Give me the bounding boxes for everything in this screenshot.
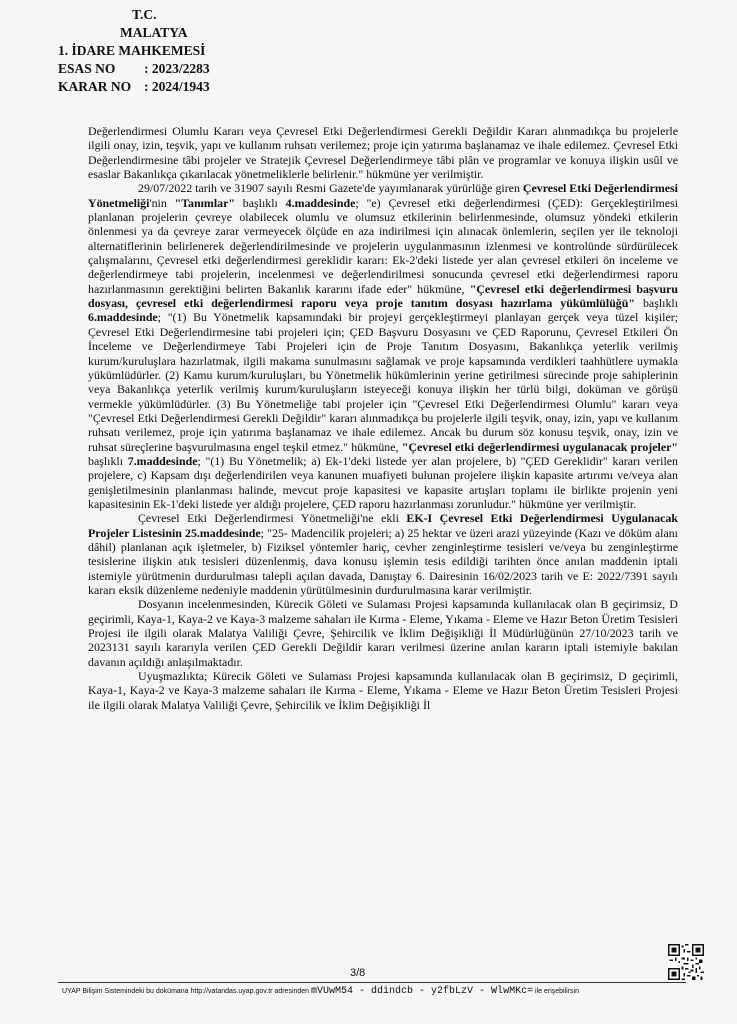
p2-bold-3: 4.maddesinde [285, 195, 356, 210]
footer-text: UYAP Bilişim Sistemindeki bu dokümana http://vatandas.uyap.gov.tr adresinden [62, 988, 310, 995]
document-header [58, 6, 258, 96]
document-body [88, 124, 678, 712]
page-number: 3/8 [350, 967, 366, 979]
footer-suffix: ile erişebilirsin [535, 988, 579, 995]
p2-bold-7: 7.maddesinde [127, 453, 198, 468]
p3-text-c: ; "25- Madencilik projeleri; a) 25 hektar ve üzeri arazi yüzeyinde (Kazı ve döküm alanı dâhil) planlanan açık işletmeler, b) Fiziksel yöntemler hariç, cevher zenginleştirme tesisleri ve/veya bu zenginleştirme tesislerine ilişkin atık tesisleri düzenlenmiş, dava konusu işlemin tesis edildiği tarihten önce anılan maddenin iptali istemiyle yürütmenin durdurulması talepli açılan davada, Danıştay 6. Dairesinin 16/02/2023 tarih ve E: 2022/7391 sayılı kararı eksik düzenleme nedeniyle maddenin yürütülmesinin durdurulmasına karar verilmiştir. [88, 525, 678, 597]
p3-bold-1: EK-I Çevresel Etki Değerlendirmesi Uygulanacak Projeler Listesinin 25.maddesinde [88, 511, 678, 540]
p2-bold-5: 6.maddesinde [88, 310, 158, 325]
country-label: T.C. [132, 7, 157, 22]
paragraph-2 [88, 181, 678, 511]
paragraph-4: Dosyanın incelenmesinden, Kürecik Göleti ve Sulaması Projesi kapsamında kullanılacak olan B geçirimsiz, D geçirimli, Kaya-1, Kaya-2 ve Kaya-3 malzeme sahaları ile Kırma - Eleme, Yıkama - Eleme ve Hazır Beton Üretim Tesisleri Projesi ile ilgili olarak Malatya Valiliği Çevre, Şehircilik ve İklim Değişikliği İl Müdürlüğünün 27/10/2023 tarih ve 2023131 sayılı kararıyla verilen ÇED Gerekli Değildir kararı verilmesi üzerine anılan kararın iptali istemiyle bakılan davanın açıldığı anlaşılmaktadır. [88, 597, 678, 669]
page-footer [0, 962, 737, 1002]
p2-text-g: ; "(1) Bu Yönetmelik kapsamındaki bir projeyi gerçekleştirmeyi planlayan gerçek veya tüzel kişiler; Çevresel Etki Değerlendirmesine tabi projeleri için; ÇED Başvuru Dosyasını ve ÇED Raporunu, Çevresel Etkileri Ön İnceleme ve Değerlendirmeye Tabi Projeleri için de Proje Tanıtım Dosyasını, Bakanlıkça yeterlik verilmiş kurum/kuruluşlara hazırlatmak, ilgili makama sunulmasını sağlamak ve proje kapsamında verdikleri taahhütlere uymakla yükümlüdürler. (2) Kamu kurum/kuruluşları, bu Yönetmelik hükümlerinin yerine getirilmesi sürecinde proje sahiplerinin veya Bakanlıkça yeterlik verilmiş kurum/kuruluşların isteyeceği konuya ilişkin her türlü bilgi, doküman ve görüşü vermekle yükümlüdürler. (3) Bu Yönetmeliğe tabi projeler için "Çevresel Etki Değerlendirmesi Olumlu" kararı veya "Çevresel Etki Değerlendirmesi Gerekli Değildir" kararı alınmadıkça bu projelerle ilgili teşvik, onay, izin, yapı ve kullanım ruhsatı verilemez, proje için yatırıma başlanamaz ve ihale edilemez. Ancak bu durum söz konusu teşvik, onay, izin ve ruhsat süreçlerine başvurulmasına engel teşkil etmez." hükmüne, [88, 310, 678, 454]
document-code: mVUwM54 - ddindcb - y2fbLzV - WlwMKc= [311, 986, 534, 997]
footer-divider [58, 982, 686, 983]
qr-code-icon [668, 944, 704, 980]
p2-bold-4: "Çevresel etki değerlendirmesi başvuru dosyası, çevresel etki değerlendirmesi raporu veya proje tanıtım dosyası hazırlama yükümlülüğü" [88, 281, 678, 311]
paragraph-1: Değerlendirmesi Olumlu Kararı veya Çevresel Etki Değerlendirmesi Gerekli Değildir Kararı alınmadıkça bu projelerle ilgili onay, izin, teşvik, yapı ve kullanım ruhsatı verilemez; proje için yatırıma başlanamaz ve ihale edilemez. Çevresel Etki Değerlendirmesine tâbi projeler ve Stratejik Çevresel Değerlendirmeye tâbi plân ve programlar ve konuya ilişkin usûl ve esaslar Bakanlıkça çıkarılacak yönetmeliklerle belirlenir." hükmüne yer verilmiştir. [88, 124, 678, 182]
p2-bold-1: Çevresel Etki Değerlendirmesi Yönetmeliği [88, 181, 678, 210]
esas-row [58, 60, 258, 78]
p2-text-d: başlıklı [234, 195, 286, 210]
p2-bold-2: "Tanımlar" [174, 195, 235, 210]
footer-note [62, 986, 579, 997]
paragraph-3 [88, 511, 678, 597]
p2-text-f: başlıklı [634, 296, 678, 311]
p2-text-c: 'nin [149, 195, 175, 210]
p2-bold-6: "Çevresel etki değerlendirmesi uygulanacak projeler" [401, 439, 678, 454]
city-label: MALATYA [120, 25, 188, 40]
esas-value: : 2023/2283 [144, 61, 210, 76]
karar-row [58, 78, 258, 96]
p2-text-h: başlıklı [88, 453, 128, 468]
karar-value: : 2024/1943 [144, 79, 210, 94]
esas-label: ESAS NO [58, 61, 116, 76]
paragraph-5: Uyuşmazlıkta; Kürecik Göleti ve Sulaması Projesi kapsamında kullanılacak olan B geçirimsiz, D geçirimli, Kaya-1, Kaya-2 ve Kaya-3 malzeme sahaları ile Kırma - Eleme, Yıkama - Eleme ve Hazır Beton Üretim Tesisleri Projesi ile ilgili olarak Malatya Valiliği Çevre, Şehircilik ve İklim Değişikliği İl [88, 669, 678, 712]
karar-label: KARAR NO [58, 79, 132, 94]
p2-text-i: ; "(1) Bu Yönetmelik; a) Ek-1'deki listede yer alan projelere, b) "ÇED Gereklidir" kararı verilen projelere, c) Kapsam dışı değerlendirilen veya kanunen muafiyeti bulunan projelere ilişkin kapasite artırımı ve/veya alan genişletilmesinin planlanması halinde, mevcut proje kapasitesi ve kapasite artışları toplamı ile birlikte projenin yeni kapasitesinin Ek-1'deki listede yer aldığı projelere, ÇED raporu hazırlanması zorunludur." hükmüne yer verilmiştir. [88, 453, 678, 511]
p3-text-a: Çevresel Etki Değerlendirmesi Yönetmeliği'ne ekli [138, 511, 407, 526]
p2-text-e: ; "e) Çevresel etki değerlendirmesi (ÇED): Gerçekleştirilmesi planlanan projelerin çevreye olabilecek olumlu ve olumsuz etkilerinin belirlenmesinde, olumsuz yöndeki etkilerin önlenmesi ya da çevreye zarar vermeyecek ölçüde en aza indirilmesi için alınacak önlemlerin, seçilen yer ile teknoloji alternatiflerinin belirlenerek değerlendirilmesinde ve projelerin uygulanmasının izlenmesi ve kontrolünde sürdürülecek çalışmalarını, Çevresel etki değerlendirmesi gereklidir kararı: Ek-2'deki listede yer alan çevresel etkileri ön inceleme ve değerlendirmeye tabi projelerin, incelenmesi ve değerlendirilmesi sonucunda çevresel etki değerlendirmesi raporu hazırlanmasının gerektiğini belirten Bakanlık kararını ifade eder" hükmüne, [88, 195, 679, 296]
p2-text-a: 29/07/2022 tarih ve 31907 sayılı Resmi Gazete'de yayımlanarak yürürlüğe giren [138, 181, 523, 196]
court-name: 1. İDARE MAHKEMESİ [58, 43, 206, 58]
